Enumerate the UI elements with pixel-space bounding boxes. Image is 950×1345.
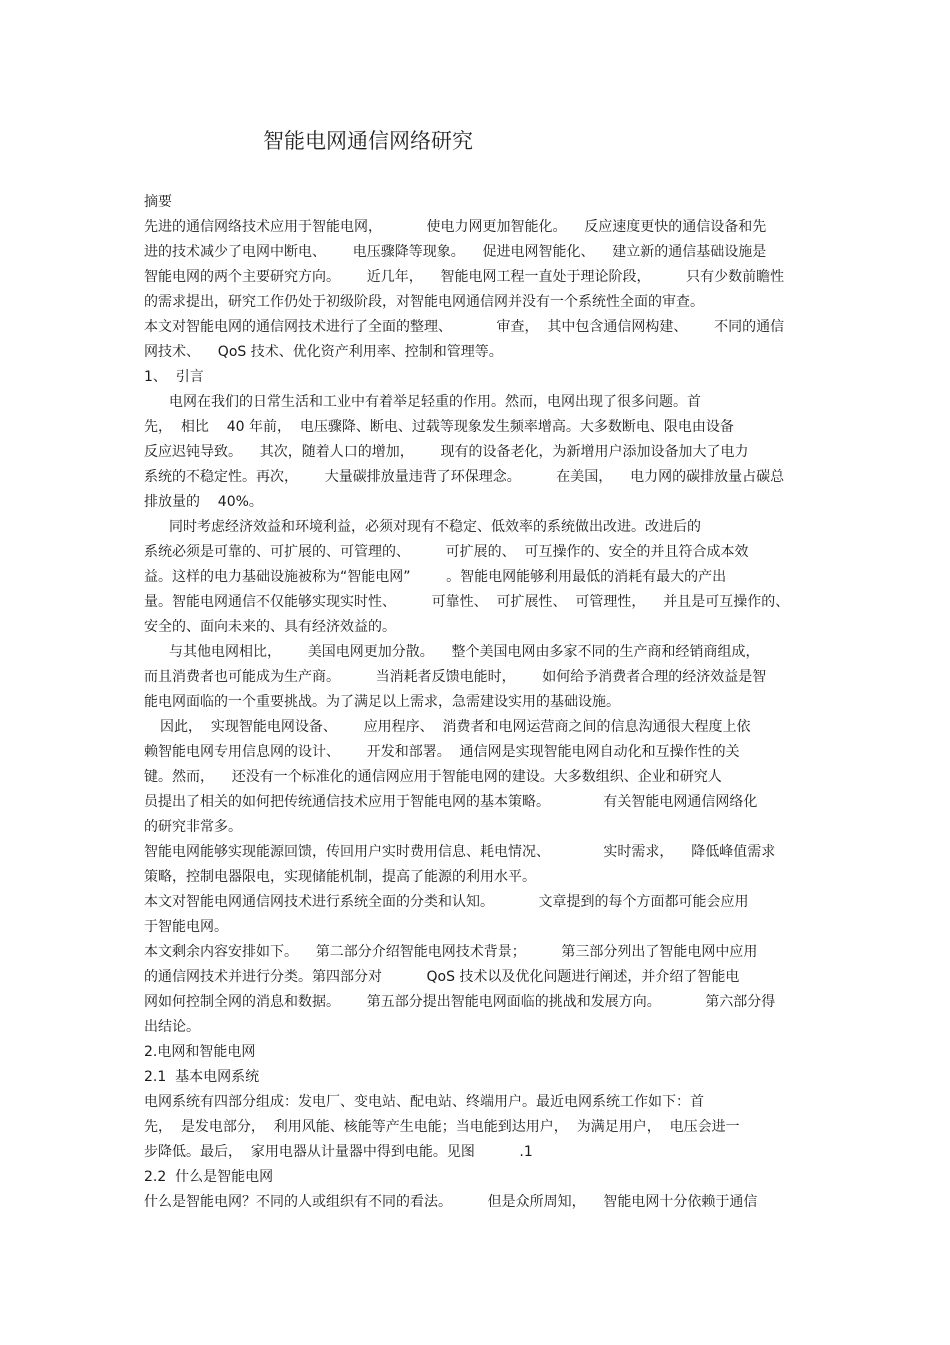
text-line: 电网系统有四部分组成：发电厂、变电站、配电站、终端用户。最近电网系统工作如下：首 [144,1094,704,1110]
text-line: 赖智能电网专用信息网的设计、 开发和部署。 通信网是实现智能电网自动化和互操作性的关 [144,744,740,760]
text-line: 与其他电网相比， 美国电网更加分散。 整个美国电网由多家不同的生产商和经销商组成， [169,644,760,660]
section-heading: 2.电网和智能电网 [144,1044,256,1060]
document-body [144,190,814,1215]
text-line: 的通信网技术并进行分类。第四部分对 QoS 技术以及优化问题进行阐述，并介绍了智能电 [144,969,740,985]
section-heading: 2.2 什么是智能电网 [144,1169,274,1185]
text-line: 而且消费者也可能成为生产商。 当消耗者反馈电能时， 如何给予消费者合理的经济效益是智 [144,669,767,685]
text-line: 策略，控制电器限电，实现储能机制，提高了能源的利用水平。 [144,869,536,885]
text-line: 本文对智能电网通信网技术进行系统全面的分类和认知。 文章提到的每个方面都可能会应用 [144,894,749,910]
text-line: 进的技术减少了电网中断电、 电压骤降等现象。 促进电网智能化、 建立新的通信基础设施是 [144,244,767,260]
text-line: 网技术、 QoS 技术、优化资产利用率、控制和管理等。 [144,344,503,360]
text-line: 因此， 实现智能电网设备、 应用程序、 消费者和电网运营商之间的信息沟通很大程度上依 [160,719,751,735]
text-line: 电网在我们的日常生活和工业中有着举足轻重的作用。然而，电网出现了很多问题。首 [169,394,701,410]
text-line: 先， 相比 40 年前， 电压骤降、断电、过载等现象发生频率增高。大多数断电、限电由设备 [144,419,734,435]
text-line: 的研究非常多。 [144,819,242,835]
text-line: 系统的不稳定性。再次， 大量碳排放量违背了环保理念。 在美国， 电力网的碳排放量占碳总 [144,469,785,485]
text-line: 的需求提出，研究工作仍处于初级阶段，对智能电网通信网并没有一个系统性全面的审查。 [144,294,704,310]
text-line: 本文对智能电网的通信网技术进行了全面的整理、 审查， 其中包含通信网构建、 不同的通信 [144,319,785,335]
text-line: 安全的、面向未来的、具有经济效益的。 [144,619,396,635]
text-line: 先， 是发电部分， 利用风能、核能等产生电能；当电能到达用户， 为满足用户， 电压会进一 [144,1119,740,1135]
text-line: 于智能电网。 [144,919,228,935]
text-line: 反应迟钝导致。 其次，随着人口的增加， 现有的设备老化，为新增用户添加设备加大了电力 [144,444,749,460]
section-heading: 1、 引言 [144,369,204,385]
text-line: 什么是智能电网？不同的人或组织有不同的看法。 但是众所周知， 智能电网十分依赖于通信 [144,1194,758,1210]
text-line: 排放量的 40%。 [144,494,263,510]
text-line: 员提出了相关的如何把传统通信技术应用于智能电网的基本策略。 有关智能电网通信网络化 [144,794,758,810]
text-line: 键。然而， 还没有一个标准化的通信网应用于智能电网的建设。大多数组织、企业和研究人 [144,769,722,785]
text-line: 智能电网能够实现能源回馈，传回用户实时费用信息、耗电情况、 实时需求， 降低峰值需求 [144,844,776,860]
text-line: 本文剩余内容安排如下。 第二部分介绍智能电网技术背景； 第三部分列出了智能电网中应用 [144,944,758,960]
text-line: 网如何控制全网的消息和数据。 第五部分提出智能电网面临的挑战和发展方向。 第六部分得 [144,994,776,1010]
text-line: 同时考虑经济效益和环境利益，必须对现有不稳定、低效率的系统做出改进。改进后的 [169,519,701,535]
text-line: 量。智能电网通信不仅能够实现实时性、 可靠性、 可扩展性、 可管理性， 并且是可互操作的、 [144,594,790,610]
text-line: 系统必须是可靠的、可扩展的、可管理的、 可扩展的、 可互操作的、安全的并且符合成本效 [144,544,749,560]
text-line: 摘要 [144,194,172,210]
document-title: 智能电网通信网络研究 [263,129,473,153]
text-line: 益。这样的电力基础设施被称为“智能电网” 。智能电网能够利用最低的消耗有最大的产出 [144,569,727,585]
text-line: 出结论。 [144,1019,200,1035]
section-heading: 2.1 基本电网系统 [144,1069,260,1085]
text-line: 能电网面临的一个重要挑战。为了满足以上需求，急需建设实用的基础设施。 [144,694,620,710]
text-line: 步降低。最后， 家用电器从计量器中得到电能。见图 .1 [144,1144,533,1160]
text-line: 先进的通信网络技术应用于智能电网， 使电力网更加智能化。 反应速度更快的通信设备和先 [144,219,767,235]
text-line: 智能电网的两个主要研究方向。 近几年， 智能电网工程一直处于理论阶段， 只有少数前瞻性 [144,269,785,285]
